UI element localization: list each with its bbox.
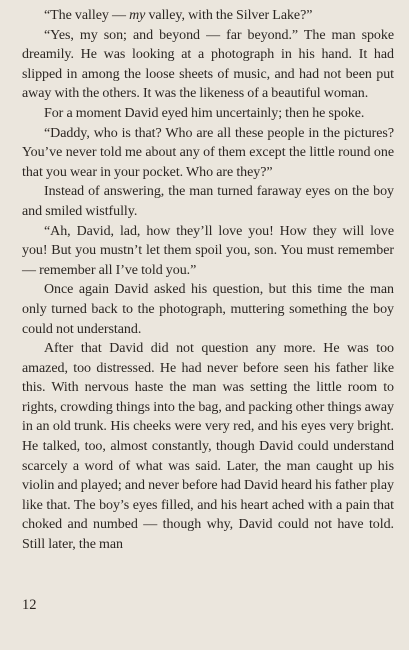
paragraph: Instead of answering, the man turned faraway eyes on the boy and smiled wistfully.	[22, 184, 394, 219]
paragraph: After that David did not question any more. He was too amazed, too distressed. He had never before seen his father like this. With nervous haste the man was setting the little room to rights, crowding things into the bag, and packing other things away in an old trunk. His cheeks were very red, and his eyes very bright. He talked, too, almost constantly, though David could understand scarcely a word of what was said. Later, the man caught up his violin and played; and never before had David heard his father play like that. The boy’s eyes filled, and his heart ached with a pain that choked and numbed — though why, David could not have told. Still later, the man	[22, 341, 394, 553]
paragraph-text: “The valley —	[44, 8, 130, 23]
paragraph: “Ah, David, lad, how they’ll love you! How they will love you! But you mustn’t let them spoil you, son. You must remember — remember all I’ve told you.”	[22, 223, 394, 278]
page-number: 12	[22, 597, 37, 613]
body-text	[22, 6, 394, 555]
emphasized-word: my	[129, 8, 146, 23]
paragraph: “Daddy, who is that? Who are all these people in the pictures? You’ve never told me about any of them except the little round one that you wear in your pocket. Who are they?”	[22, 125, 394, 180]
paragraph	[22, 6, 394, 26]
paragraph: “Yes, my son; and beyond — far beyond.” The man spoke dreamily. He was looking at a photograph in his hand. It had slipped in among the loose sheets of music, and had not been put away with the others. It was the likeness of a beautiful woman.	[22, 27, 394, 102]
paragraph: Once again David asked his question, but this time the man only turned back to the photograph, muttering something the boy could not understand.	[22, 282, 394, 337]
paragraph-text: valley, with the Silver Lake?”	[145, 8, 313, 23]
paragraph: For a moment David eyed him uncertainly; then he spoke.	[44, 105, 365, 121]
